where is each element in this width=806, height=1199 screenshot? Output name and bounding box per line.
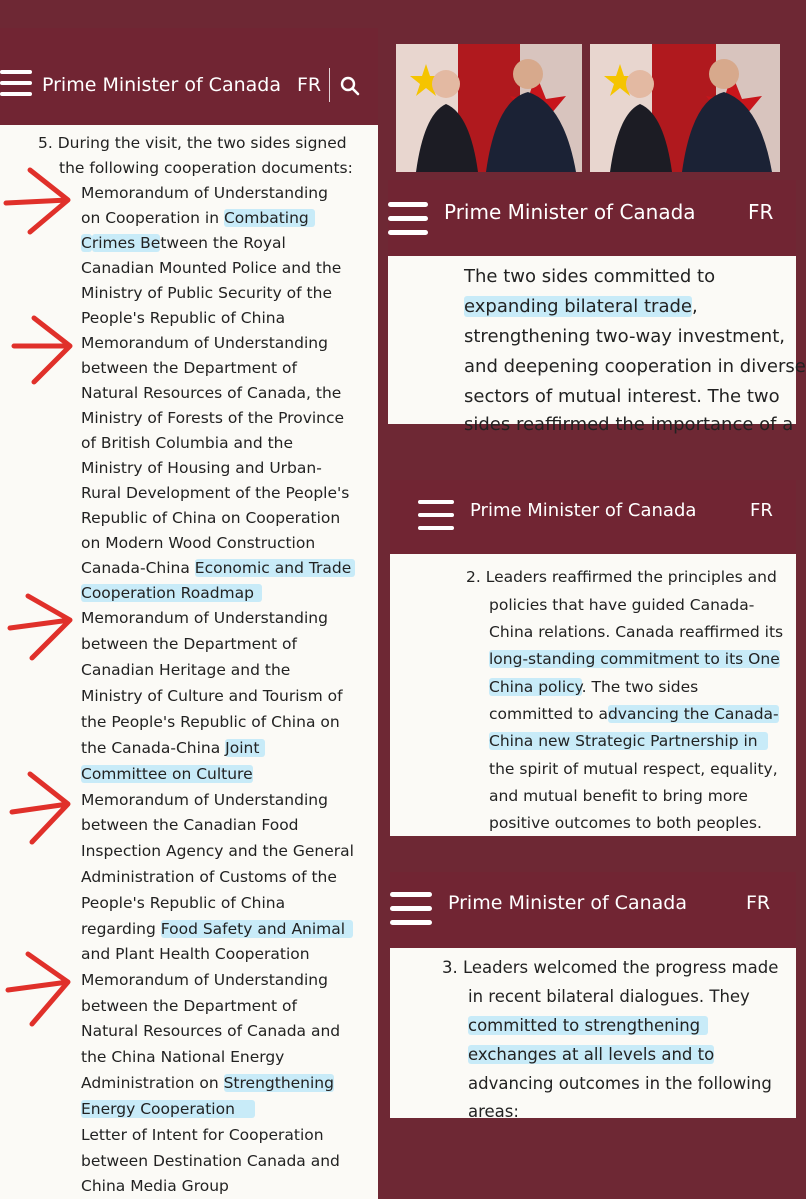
text-line: the spirit of mutual respect, equality,: [489, 760, 778, 778]
text-line: [81, 1100, 255, 1118]
highlight: exchanges at all levels and to: [468, 1045, 715, 1064]
text-line: and mutual benefit to bring more: [489, 787, 748, 805]
text-line: in recent bilateral dialogues. They: [468, 987, 750, 1006]
red-arrow-icon: [14, 318, 70, 382]
highlight: China policy: [489, 678, 582, 696]
text-span: committed to a: [489, 705, 608, 723]
text-line: Natural Resources of Canada, the: [81, 384, 342, 402]
text-line: [489, 732, 768, 750]
text-span: tween the Royal: [160, 234, 286, 252]
text-span: on Cooperation in: [81, 209, 224, 227]
right2-site-header: [390, 480, 796, 554]
text-line: Ministry of Public Security of the: [81, 284, 332, 302]
text-line: [81, 920, 353, 938]
text-line: [81, 559, 355, 577]
text-line: the People's Republic of China on: [81, 713, 340, 731]
text-line: People's Republic of China: [81, 309, 286, 327]
menu-icon[interactable]: [418, 500, 454, 530]
text-span: the Canada-China: [81, 739, 226, 757]
text-line: between the Department of: [81, 997, 297, 1015]
text-span: . The two sides: [581, 678, 699, 696]
text-line: strengthening two-way investment,: [464, 326, 785, 347]
highlight: Combating: [224, 209, 315, 227]
text-line: and deepening cooperation in diverse: [464, 356, 806, 377]
site-title[interactable]: Prime Minister of Canada: [470, 500, 697, 521]
text-line: Natural Resources of Canada and: [81, 1022, 341, 1040]
text-span: Administration on: [81, 1074, 224, 1092]
text-line: China Media Group: [81, 1177, 229, 1195]
red-arrow-icon: [10, 596, 70, 658]
text-line: between Destination Canada and: [81, 1152, 340, 1170]
text-line: [464, 296, 698, 317]
right3-content: [390, 948, 796, 1121]
annotation-arrows: [0, 0, 80, 1199]
red-arrow-icon: [6, 170, 68, 232]
text-line: policies that have guided Canada-: [489, 596, 755, 614]
language-toggle[interactable]: FR: [746, 892, 771, 914]
red-arrow-icon: [12, 774, 68, 842]
text-line: between the Department of: [81, 359, 297, 377]
text-line: [468, 1045, 714, 1064]
list-item-5-intro: 5. During the visit, the two sides signed: [38, 134, 347, 152]
text-line: Memorandum of Understanding: [81, 971, 328, 989]
list-item-3: 3. Leaders welcomed the progress made: [442, 958, 779, 977]
site-title[interactable]: Prime Minister of Canada: [42, 74, 281, 96]
language-toggle[interactable]: FR: [748, 200, 774, 224]
text-line: Memorandum of Understanding: [81, 791, 328, 809]
text-line: sides reaffirmed the importance of a: [464, 414, 794, 435]
highlight: Joint: [225, 739, 265, 757]
text-line: [468, 1016, 708, 1035]
text-line: advancing outcomes in the following: [468, 1074, 772, 1093]
highlight: long-standing commitment to its One: [489, 650, 780, 668]
text-line: The two sides committed to: [464, 266, 716, 287]
highlight: committed to strengthening: [468, 1016, 708, 1035]
text-line: [81, 234, 286, 252]
language-toggle[interactable]: FR: [750, 500, 773, 521]
text-line: areas:: [468, 1102, 519, 1121]
red-arrow-icon: [8, 954, 68, 1024]
right2-content: [390, 554, 796, 836]
right3-site-header: [390, 872, 796, 948]
highlight: expanding bilateral trade: [464, 296, 692, 317]
text-line: China relations. Canada reaffirmed its: [489, 623, 784, 641]
text-span: Canada-China: [81, 559, 195, 577]
text-line: of British Columbia and the: [81, 434, 294, 452]
list-item-2: 2. Leaders reaffirmed the principles and: [466, 568, 777, 586]
text-line: Ministry of Culture and Tourism of: [81, 687, 343, 705]
site-title[interactable]: Prime Minister of Canada: [448, 892, 687, 914]
text-line: Ministry of Forests of the Province: [81, 409, 345, 427]
highlight: China new Strategic Partnership in: [489, 732, 768, 750]
text-line: between the Canadian Food: [81, 816, 299, 834]
text-line: [81, 1074, 334, 1092]
text-line: Rural Development of the People's: [81, 484, 350, 502]
text-line: Memorandum of Understanding: [81, 184, 328, 202]
highlight: Strengthening: [223, 1074, 334, 1092]
text-line: and Plant Health Cooperation: [81, 945, 310, 963]
highlight: Energy Cooperation: [81, 1100, 255, 1118]
text-line: Administration of Customs of the: [81, 868, 337, 886]
highlight: rimes Be: [91, 234, 161, 252]
text-line: [489, 705, 779, 723]
text-line: People's Republic of China: [81, 894, 286, 912]
photo-leaders-1: [396, 44, 582, 172]
text-line: Canadian Mounted Police and the: [81, 259, 342, 277]
text-line: [81, 584, 262, 602]
right1-content: [388, 256, 806, 435]
site-title[interactable]: Prime Minister of Canada: [444, 200, 696, 224]
menu-icon[interactable]: [390, 892, 432, 925]
highlight: Cooperation Roadmap: [81, 584, 262, 602]
text-line: the China National Energy: [81, 1048, 285, 1066]
text-line: sectors of mutual interest. The two: [464, 386, 780, 407]
text-line: [81, 765, 253, 783]
text-line: between the Department of: [81, 635, 297, 653]
text-span: ,: [692, 296, 698, 317]
text-line: Canadian Heritage and the: [81, 661, 291, 679]
text-line: the following cooperation documents:: [59, 159, 353, 177]
text-line: Letter of Intent for Cooperation: [81, 1126, 324, 1144]
highlight: Committee on Culture: [81, 765, 253, 783]
highlight: Economic and Trade: [195, 559, 355, 577]
highlight: Food Safety and Animal: [161, 920, 353, 938]
right1-site-header: [388, 180, 796, 256]
text-line: [489, 678, 698, 696]
menu-icon[interactable]: [388, 202, 428, 235]
text-line: [489, 650, 780, 668]
text-line: on Modern Wood Construction: [81, 534, 316, 552]
language-toggle[interactable]: FR: [297, 74, 322, 96]
highlight: dvancing the Canada-: [607, 705, 779, 723]
photo-leaders-2: [590, 44, 780, 172]
highlight: C: [81, 234, 92, 252]
text-line: Inspection Agency and the General: [81, 842, 354, 860]
text-line: [81, 739, 265, 757]
text-span: regarding: [81, 920, 161, 938]
text-line: Memorandum of Understanding: [81, 609, 328, 627]
text-line: [81, 209, 315, 227]
text-line: positive outcomes to both peoples.: [489, 814, 762, 832]
text-line: Ministry of Housing and Urban-: [81, 459, 322, 477]
text-line: Memorandum of Understanding: [81, 334, 328, 352]
text-line: Republic of China on Cooperation: [81, 509, 341, 527]
